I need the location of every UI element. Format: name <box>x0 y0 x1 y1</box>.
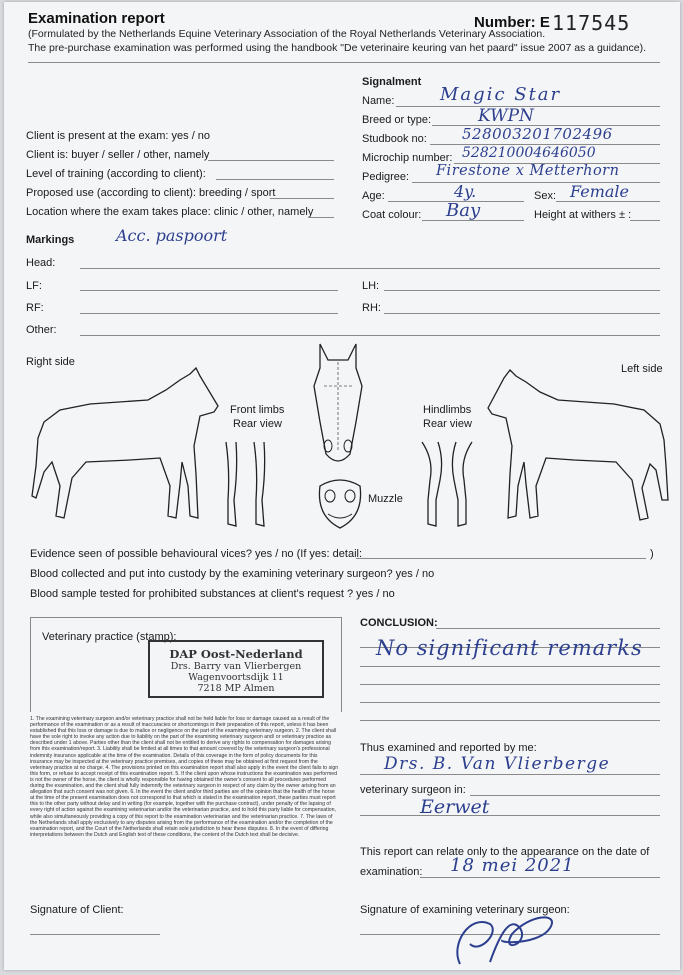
surgeon-in-line <box>470 795 660 796</box>
markings-heading: Markings <box>26 234 75 246</box>
studbook-value: 528003201702496 <box>462 125 613 143</box>
marking-rf-label: RF: <box>26 302 44 314</box>
surgeon-in-line-2 <box>360 815 660 816</box>
conclusion-line-1 <box>436 628 660 629</box>
surgeon-in-value: Eerwet <box>420 796 490 818</box>
report-subtitle-1: (Formulated by the Netherlands Equine Veterinary Association of the Royal Netherlands Veterinary Association. <box>28 28 546 40</box>
height-line <box>630 220 660 221</box>
marking-lf-label: LF: <box>26 280 42 292</box>
height-label: Height at withers ± : <box>534 209 632 221</box>
pedigree-label: Pedigree: <box>362 171 410 183</box>
hind-rear-view-label: Rear view <box>423 418 472 430</box>
conclusion-value: No significant remarks <box>376 636 643 660</box>
report-number-label: Number: E <box>474 14 550 31</box>
marking-head-line <box>80 268 660 269</box>
coat-value: Bay <box>446 200 481 221</box>
right-side-label: Right side <box>26 356 75 368</box>
terms-conditions: 1. The examining veterinary surgeon and/or veterinary practice shall not be held liable for loss or damage caused as a result of the performance of the examination or as a result of inaccuracies or shortcomings in their preparation of this report, unless it has been established that this loss or damage is due to malice or negligence on the part of the examining veterinary surgeon. 2. The client shall have the sole right to invoke any action due to liability on the part of the examining veterinary surgeon and/ or veterinary practice as described under 1 above. Parties other than the client shall not be entitled to derive any rights to compensation for damages arising from this examination/report. 3. Liability shall be limited at all times to that amount covered by the veterinary surgeon's professional indemnity insurance applicable at the time of the examination. Details of this coverage in the form of policy documents for this insurance may be inspected at the veterinary practice premises, and copies of these may be obtained at first request from the veterinary practice at no charge. 4. The provisions printed on this examination report shall also apply in the event the client fails to sign this form, or refuse to accept receipt of this examination report. 5. If the client upon whose instructions the examination was performed is not the owner of the horse, the client is wholly responsible for having obtained the owner's consent to all procedures performed during the examination, and the client shall fully indemnify the veterinary surgeon in respect of any claim by the owner arising from an allegation that such consent was not given. 6. In the event the client and/or third parties are of the opinion that the health of the horse at the time of the present examination does not correspond to that which is stated in the examination report, these parties must report this to the other party without delay and in writing (for example, together with the purchase contract), under penalty of the lapsing of every right of action against the examining veterinarian and/or the veterinarian practice, and to hold this party liable for compensation, while also simultaneously providing a copy of this report to the examination veterinarian and the veterinarian practice. 7. The laws of the Netherlands shall apply exclusively to any disputes arising from the performance of the examination and/or the completion of the examination report, and the Court of the Netherlands shall retain sole jurisdiction to hear these disputes. 8. In the event of differing interpretations between the Dutch and English text of these conditions, the content of the Dutch text shall be decisive. <box>30 716 339 838</box>
microchip-value: 528210004646050 <box>462 145 596 161</box>
name-value: Magic Star <box>440 84 562 105</box>
report-title: Examination report <box>28 10 165 27</box>
front-rear-view-label: Rear view <box>233 418 282 430</box>
studbook-label: Studbook no: <box>362 133 427 145</box>
microchip-label: Microchip number: <box>362 152 453 164</box>
front-limbs-label: Front limbs <box>230 404 285 416</box>
age-label: Age: <box>362 190 385 202</box>
marking-rh-line <box>384 313 660 314</box>
muzzle-drawing <box>316 476 364 532</box>
marking-lf-line <box>80 290 338 291</box>
examiner-value: Drs. B. Van Vlierberge <box>384 754 611 774</box>
exam-location: Location where the exam takes place: clinic / other, namely <box>26 206 314 218</box>
blood-tested-question: Blood sample tested for prohibited substances at client's request ? yes / no <box>30 588 395 600</box>
left-side-label: Left side <box>621 363 663 375</box>
front-limbs-drawing <box>222 440 270 532</box>
vices-question: Evidence seen of possible behavioural vices? yes / no (If yes: detail: <box>30 548 363 560</box>
sex-line <box>556 201 660 202</box>
marking-other-label: Other: <box>26 324 57 336</box>
exam-date-value: 18 mei 2021 <box>450 855 575 876</box>
conclusion-line-6 <box>360 720 660 721</box>
client-signature-line <box>30 934 160 935</box>
client-present: Client is present at the exam: yes / no <box>26 130 211 142</box>
client-signature-label: Signature of Client: <box>30 904 124 916</box>
head-front-drawing <box>310 342 366 472</box>
markings-value: Acc. paspoort <box>116 226 228 245</box>
stamp-city: 7218 MP Almen <box>197 683 275 694</box>
stamp-name: DAP Oost-Nederland <box>169 647 303 661</box>
vices-close: ) <box>650 548 654 560</box>
use-line <box>270 198 334 199</box>
conclusion-line-4 <box>360 684 660 685</box>
pedigree-value: Firestone x Metterhorn <box>436 163 620 179</box>
marking-lh-label: LH: <box>362 280 380 292</box>
signalment-heading: Signalment <box>362 76 422 88</box>
exam-date-label: examination: <box>360 866 423 878</box>
horse-right-side-drawing <box>30 366 226 528</box>
practice-label: Veterinary practice (stamp): <box>42 631 177 643</box>
proposed-use: Proposed use (according to client): breeding / sport <box>26 187 276 199</box>
horse-left-side-drawing <box>484 366 670 528</box>
name-label: Name: <box>362 95 395 107</box>
client-is: Client is: buyer / seller / other, namely <box>26 149 210 161</box>
marking-rh-label: RH: <box>362 302 381 314</box>
examiner-signature <box>440 904 570 970</box>
examiner-line <box>360 774 660 775</box>
age-value: 4y. <box>454 182 477 201</box>
examiner-signature-label: Signature of examining veterinary surgeon: <box>360 904 570 916</box>
hindlimbs-drawing <box>420 440 474 532</box>
surgeon-in-label: veterinary surgeon in: <box>360 784 466 796</box>
blood-collected-question: Blood collected and put into custody by the examining veterinary surgeon? yes / no <box>30 568 435 580</box>
conclusion-label: CONCLUSION: <box>360 617 438 629</box>
vices-detail-line <box>356 558 646 559</box>
marking-rf-line <box>80 313 338 314</box>
exam-date-line <box>420 877 660 878</box>
marking-lh-line <box>384 290 660 291</box>
practice-stamp <box>148 640 324 698</box>
relate-note: This report can relate only to the appearance on the date of <box>360 846 650 858</box>
sex-label: Sex: <box>534 190 557 202</box>
training-level: Level of training (according to client): <box>26 168 206 180</box>
report-number-value: 117545 <box>552 11 631 35</box>
client-is-line <box>208 160 334 161</box>
report-subtitle-2: The pre-purchase examination was performed using the handbook "De veterinaire keuring van het paard" issue 2007 as a guidance). <box>28 42 646 54</box>
muzzle-label: Muzzle <box>368 493 403 505</box>
conclusion-line-3 <box>360 666 660 667</box>
sex-value: Female <box>570 182 629 201</box>
header-divider <box>28 62 660 63</box>
breed-value: KWPN <box>478 106 534 126</box>
stamp-street: Wagenvoortsdijk 11 <box>188 672 284 683</box>
examined-label: Thus examined and reported by me: <box>360 742 537 754</box>
breed-label: Breed or type: <box>362 114 432 126</box>
marking-other-line <box>80 335 660 336</box>
coat-label: Coat colour: <box>362 209 422 221</box>
hindlimbs-label: Hindlimbs <box>423 404 472 416</box>
conclusion-line-5 <box>360 702 660 703</box>
location-line <box>308 217 334 218</box>
stamp-vet: Drs. Barry van Vlierbergen <box>170 661 302 672</box>
training-line <box>216 179 334 180</box>
marking-head-label: Head: <box>26 257 56 269</box>
